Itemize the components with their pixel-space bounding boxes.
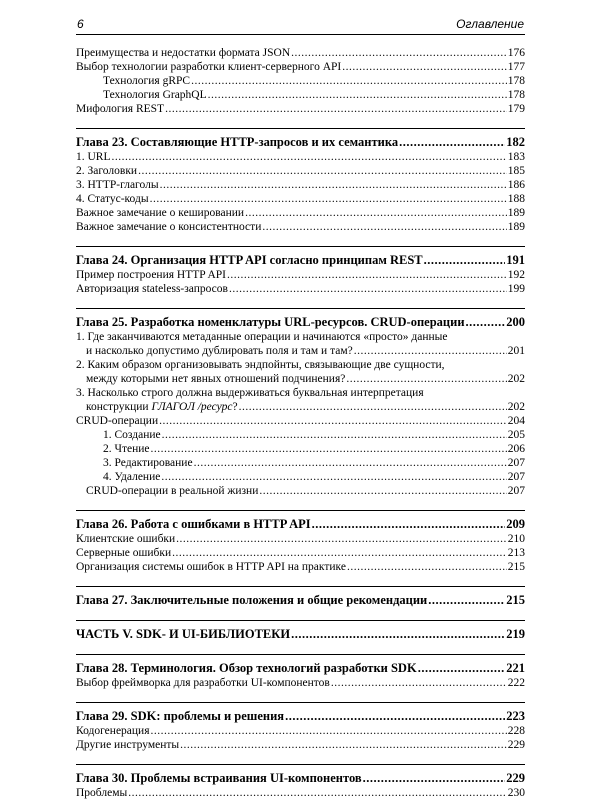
toc-page-number: 204 bbox=[507, 415, 525, 427]
toc-section bbox=[76, 308, 525, 498]
dot-leader bbox=[466, 314, 506, 330]
toc-section bbox=[76, 586, 525, 608]
toc-page-number: 219 bbox=[506, 627, 525, 641]
toc-entry bbox=[76, 220, 525, 234]
toc-page-number: 210 bbox=[507, 533, 525, 545]
toc-page-number: 213 bbox=[507, 547, 525, 559]
page-number: 6 bbox=[77, 17, 84, 31]
toc-page-number: 178 bbox=[507, 89, 525, 101]
dot-leader bbox=[159, 414, 507, 428]
toc-entry-title: Клиентские ошибки bbox=[76, 533, 176, 545]
toc-page-number: 182 bbox=[506, 135, 525, 149]
chapter-heading bbox=[76, 252, 525, 268]
toc-entry bbox=[76, 282, 525, 296]
toc-page-number: 202 bbox=[507, 373, 525, 385]
toc-entry bbox=[76, 484, 525, 498]
toc-page-number: 189 bbox=[507, 207, 525, 219]
toc-entry bbox=[76, 192, 525, 206]
toc-entry-title: Пример построения HTTP API bbox=[76, 269, 226, 281]
page-header bbox=[76, 14, 525, 35]
toc-entry-title: Технология gRPC bbox=[103, 75, 191, 87]
toc-entry-title: Глава 28. Терминология. Обзор технологий разработки SDK bbox=[76, 661, 417, 675]
toc-entry-title: Кодогенерация bbox=[76, 725, 150, 737]
toc-entry-title: CRUD-операции bbox=[76, 415, 159, 427]
toc-entry-continuation bbox=[86, 400, 238, 414]
toc-entry bbox=[76, 546, 525, 560]
toc-entry-title: 3. HTTP-глаголы bbox=[76, 179, 159, 191]
dot-leader bbox=[291, 626, 505, 642]
dot-leader bbox=[151, 442, 507, 456]
dot-leader bbox=[418, 660, 506, 676]
toc-section bbox=[76, 46, 525, 116]
toc-entry bbox=[76, 470, 525, 484]
dot-leader bbox=[285, 708, 505, 724]
toc-page-number: 191 bbox=[506, 253, 525, 267]
toc-entry bbox=[76, 724, 525, 738]
toc-page-number: 185 bbox=[507, 165, 525, 177]
toc-entry bbox=[76, 206, 525, 220]
dot-leader bbox=[399, 134, 505, 150]
dot-leader bbox=[112, 150, 507, 164]
continuation-italic: ГЛАГОЛ /ресурс bbox=[151, 401, 233, 413]
dot-leader bbox=[229, 282, 507, 296]
toc-entry-title: ЧАСТЬ V. SDK- И UI-БИБЛИОТЕКИ bbox=[76, 627, 291, 641]
toc-entry-title: Мифология REST bbox=[76, 103, 165, 115]
toc-entry bbox=[76, 102, 525, 116]
dot-leader bbox=[138, 164, 507, 178]
toc-entry-title: 1. URL bbox=[76, 151, 111, 163]
toc-entry-title: Серверные ошибки bbox=[76, 547, 172, 559]
toc-entry-title: Авторизация stateless-запросов bbox=[76, 283, 228, 295]
toc-section bbox=[76, 654, 525, 690]
toc-section bbox=[76, 510, 525, 574]
toc-entry bbox=[76, 344, 525, 358]
toc-page-number: 179 bbox=[507, 103, 525, 115]
dot-leader bbox=[227, 268, 507, 282]
toc-entry bbox=[76, 74, 525, 88]
toc-entry-title: Глава 26. Работа с ошибками в HTTP API bbox=[76, 517, 311, 531]
toc-entry bbox=[76, 88, 525, 102]
toc-page-number: 202 bbox=[507, 401, 525, 413]
chapter-heading bbox=[76, 626, 525, 642]
toc-entry bbox=[76, 428, 525, 442]
chapter-heading bbox=[76, 314, 525, 330]
dot-leader bbox=[331, 676, 507, 690]
toc-entry-title: Технология GraphQL bbox=[103, 89, 207, 101]
toc-section bbox=[76, 764, 525, 800]
toc-entry bbox=[76, 786, 525, 800]
toc-entry bbox=[76, 60, 525, 74]
dot-leader bbox=[194, 456, 507, 470]
dot-leader bbox=[162, 428, 507, 442]
toc-entry bbox=[76, 560, 525, 574]
dot-leader bbox=[428, 592, 505, 608]
toc-entry-title: Глава 23. Составляющие HTTP-запросов и их семантика bbox=[76, 135, 399, 149]
dot-leader bbox=[259, 484, 506, 498]
toc-entry-title: Проблемы bbox=[76, 787, 128, 799]
toc-entry-title: Выбор фреймворка для разработки UI-компонентов bbox=[76, 677, 330, 689]
toc-entry-title: 4. Статус-коды bbox=[76, 193, 149, 205]
toc-section bbox=[76, 702, 525, 752]
dot-leader bbox=[342, 60, 507, 74]
toc-page-number: 207 bbox=[507, 457, 525, 469]
toc-entry-continuation: и насколько допустимо дублировать поля и там и там? bbox=[86, 345, 353, 357]
toc-entry-title: 1. Создание bbox=[103, 429, 161, 441]
dot-leader bbox=[424, 252, 506, 268]
toc-entry bbox=[76, 178, 525, 192]
chapter-heading bbox=[76, 708, 525, 724]
toc-page-number: 209 bbox=[506, 517, 525, 531]
toc-section bbox=[76, 128, 525, 234]
running-title: Оглавление bbox=[456, 17, 524, 31]
toc-page-number: 223 bbox=[506, 709, 525, 723]
toc-page-number: 207 bbox=[507, 471, 525, 483]
toc-entry-title: Глава 27. Заключительные положения и общие рекомендации bbox=[76, 593, 428, 607]
dot-leader bbox=[347, 560, 507, 574]
toc-page-number: 199 bbox=[507, 283, 525, 295]
toc-entry-title: 2. Заголовки bbox=[76, 165, 138, 177]
toc-page-number: 200 bbox=[506, 315, 525, 329]
toc-page-number: 229 bbox=[506, 771, 525, 785]
toc-page-number: 192 bbox=[507, 269, 525, 281]
toc-entry-title: Глава 25. Разработка номенклатуры URL-ресурсов. CRUD-операции bbox=[76, 315, 465, 329]
table-of-contents bbox=[76, 46, 525, 800]
dot-leader bbox=[354, 344, 507, 358]
toc-section bbox=[76, 620, 525, 642]
toc-entry bbox=[76, 150, 525, 164]
toc-page-number: 221 bbox=[506, 661, 525, 675]
dot-leader bbox=[291, 46, 507, 60]
toc-entry bbox=[76, 372, 525, 386]
toc-section bbox=[76, 246, 525, 296]
toc-page-number: 206 bbox=[507, 443, 525, 455]
toc-entry-title: Выбор технологии разработки клиент-серверного API bbox=[76, 61, 342, 73]
toc-entry bbox=[76, 676, 525, 690]
toc-entry bbox=[76, 164, 525, 178]
continuation-suffix: ? bbox=[232, 401, 238, 413]
toc-entry-title: Важное замечание о консистентности bbox=[76, 221, 262, 233]
toc-entry-title: Глава 30. Проблемы встраивания UI-компонентов bbox=[76, 771, 362, 785]
toc-entry-title: Важное замечание о кешировании bbox=[76, 207, 245, 219]
toc-entry-title: 1. Где заканчиваются метаданные операции и начинаются «просто» данные bbox=[76, 331, 448, 343]
dot-leader bbox=[208, 88, 507, 102]
toc-page-number: 177 bbox=[507, 61, 525, 73]
dot-leader bbox=[160, 178, 507, 192]
toc-entry bbox=[76, 442, 525, 456]
toc-entry-title: Преимущества и недостатки формата JSON bbox=[76, 47, 291, 59]
toc-page-number: 230 bbox=[507, 787, 525, 799]
dot-leader bbox=[150, 192, 507, 206]
toc-entry-title: 2. Чтение bbox=[103, 443, 150, 455]
continuation-prefix: конструкции bbox=[86, 401, 152, 413]
chapter-heading bbox=[76, 770, 525, 786]
toc-page-number: 201 bbox=[507, 345, 525, 357]
toc-page-number: 207 bbox=[507, 485, 525, 497]
toc-entry bbox=[76, 456, 525, 470]
toc-page-number: 228 bbox=[507, 725, 525, 737]
dot-leader bbox=[239, 400, 507, 414]
toc-entry bbox=[76, 46, 525, 60]
toc-page-number: 215 bbox=[506, 593, 525, 607]
toc-entry bbox=[76, 400, 525, 414]
toc-page-number: 188 bbox=[507, 193, 525, 205]
dot-leader bbox=[176, 532, 507, 546]
toc-entry-title: 3. Редактирование bbox=[103, 457, 193, 469]
toc-entry-continuation: между которыми нет явных отношений подчинения? bbox=[86, 373, 346, 385]
dot-leader bbox=[363, 770, 506, 786]
dot-leader bbox=[172, 546, 507, 560]
dot-leader bbox=[262, 220, 506, 234]
toc-page-number: 183 bbox=[507, 151, 525, 163]
dot-leader bbox=[245, 206, 507, 220]
toc-entry bbox=[76, 268, 525, 282]
chapter-heading bbox=[76, 134, 525, 150]
dot-leader bbox=[161, 470, 506, 484]
dot-leader bbox=[128, 786, 507, 800]
chapter-heading bbox=[76, 660, 525, 676]
toc-entry-title: 3. Насколько строго должна выдерживаться буквальная интерпретация bbox=[76, 387, 424, 399]
toc-entry-title: Глава 29. SDK: проблемы и решения bbox=[76, 709, 285, 723]
toc-entry-title: 4. Удаление bbox=[103, 471, 161, 483]
chapter-heading bbox=[76, 592, 525, 608]
toc-entry-title: CRUD-операции в реальной жизни bbox=[86, 485, 259, 497]
toc-entry-title: Глава 24. Организация HTTP API согласно принципам REST bbox=[76, 253, 423, 267]
toc-entry-title: Организация системы ошибок в HTTP API на практике bbox=[76, 561, 346, 573]
toc-entry bbox=[76, 414, 525, 428]
toc-entry bbox=[76, 532, 525, 546]
dot-leader bbox=[312, 516, 506, 532]
toc-page-number: 176 bbox=[507, 47, 525, 59]
dot-leader bbox=[165, 102, 507, 116]
dot-leader bbox=[191, 74, 507, 88]
dot-leader bbox=[151, 724, 507, 738]
toc-page-number: 205 bbox=[507, 429, 525, 441]
toc-page-number: 186 bbox=[507, 179, 525, 191]
dot-leader bbox=[346, 372, 506, 386]
toc-page-number: 229 bbox=[507, 739, 525, 751]
toc-page-number: 215 bbox=[507, 561, 525, 573]
chapter-heading bbox=[76, 516, 525, 532]
toc-entry-title: 2. Каким образом организовывать эндпойнты, связывающие две сущности, bbox=[76, 359, 445, 371]
toc-page-number: 189 bbox=[507, 221, 525, 233]
toc-page-number: 178 bbox=[507, 75, 525, 87]
toc-page-number: 222 bbox=[507, 677, 525, 689]
toc-entry-title: Другие инструменты bbox=[76, 739, 180, 751]
